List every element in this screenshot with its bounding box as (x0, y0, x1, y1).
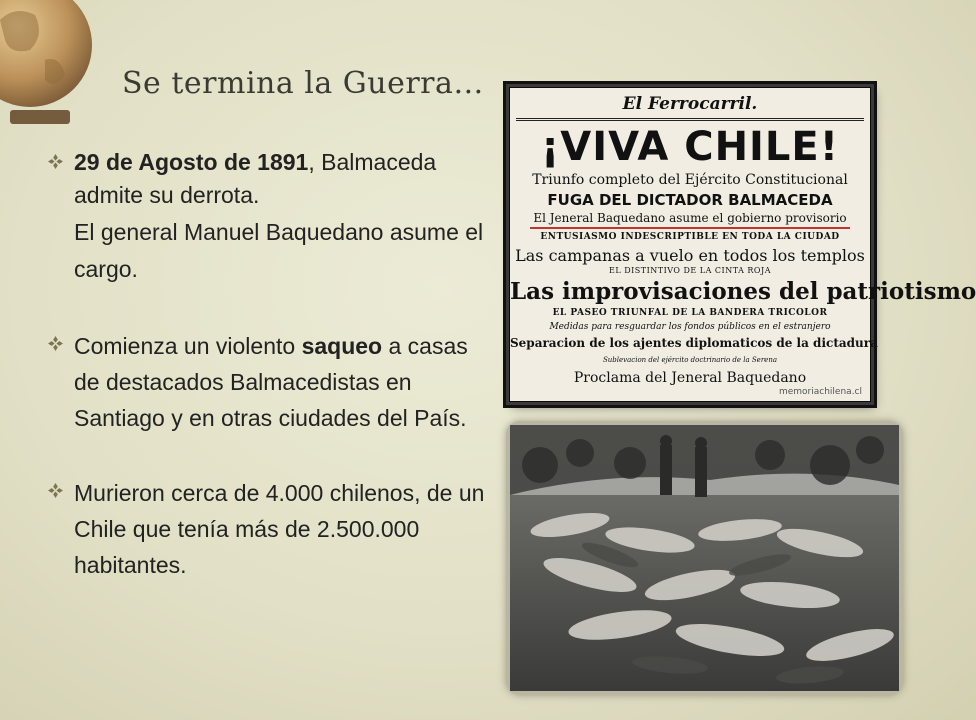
historical-photo (510, 425, 899, 691)
newspaper-headline: ¡VIVA CHILE! (541, 124, 839, 170)
masthead-rule (516, 118, 864, 121)
red-underline (530, 227, 850, 229)
bullet-item (48, 475, 488, 583)
bullet-text-after: a casas de destacados Balmacedistas en Santiago y en otras ciudades del País. (74, 333, 468, 431)
bullet-text: Murieron cerca de 4.000 chilenos, de un Chile que tenía más de 2.500.000 habitantes. (74, 480, 485, 578)
newspaper-line: EL DISTINTIVO DE LA CINTA ROJA (609, 266, 771, 275)
bullet-text (74, 146, 488, 212)
battlefield-photo-illustration (510, 425, 899, 691)
newspaper-line: Medidas para resguardar los fondos públicos en el estranjero (549, 322, 831, 332)
bullet-item (48, 328, 488, 436)
bullet-text-before: Comienza un violento (74, 333, 302, 359)
bullet-bold: saqueo (301, 333, 383, 359)
newspaper-line: FUGA DEL DICTADOR BALMACEDA (547, 191, 833, 209)
slide-title: Se termina la Guerra… (122, 66, 484, 101)
globe-icon (0, 0, 100, 140)
newspaper-line: Proclama del Jeneral Baquedano (573, 370, 807, 386)
diamond-quad-bullet-icon (48, 328, 74, 356)
bullet-list (48, 146, 488, 583)
newspaper-clipping-image (509, 87, 976, 402)
newspaper-line: Sublevacion del ejército doctrinario de la Serena (602, 356, 777, 364)
bullet-item (48, 146, 488, 212)
bullet-date: 29 de Agosto de 1891 (74, 149, 309, 175)
bullet-text-rest: , Balmaceda admite su derrota. (74, 149, 437, 208)
newspaper-line: EL PASEO TRIUNFAL DE LA BANDERA TRICOLOR (552, 308, 828, 318)
image-credit: memoriachilena.cl (778, 387, 862, 397)
newspaper-line: Triunfo completo del Ejército Constitucional (532, 172, 848, 188)
bullet-continuation: El general Manuel Baquedano asume el cargo. (74, 219, 484, 282)
diamond-quad-bullet-icon (48, 475, 74, 503)
newspaper-line: Las improvisaciones del patriotismo (510, 278, 976, 305)
newspaper-line: Las campanas a vuelo en todos los templos (515, 246, 865, 265)
newspaper-masthead: El Ferrocarril. (622, 94, 758, 114)
newspaper-line: Separacion de los ajentes diplomaticos de la dictadura (510, 336, 878, 350)
bullet-text (74, 328, 488, 436)
newspaper-line: ENTUSIASMO INDESCRIPTIBLE EN TODA LA CIUDAD (540, 232, 840, 242)
newspaper-line-highlighted: El Jeneral Baquedano asume el gobierno provisorio (533, 211, 847, 225)
diamond-quad-bullet-icon (48, 146, 74, 174)
